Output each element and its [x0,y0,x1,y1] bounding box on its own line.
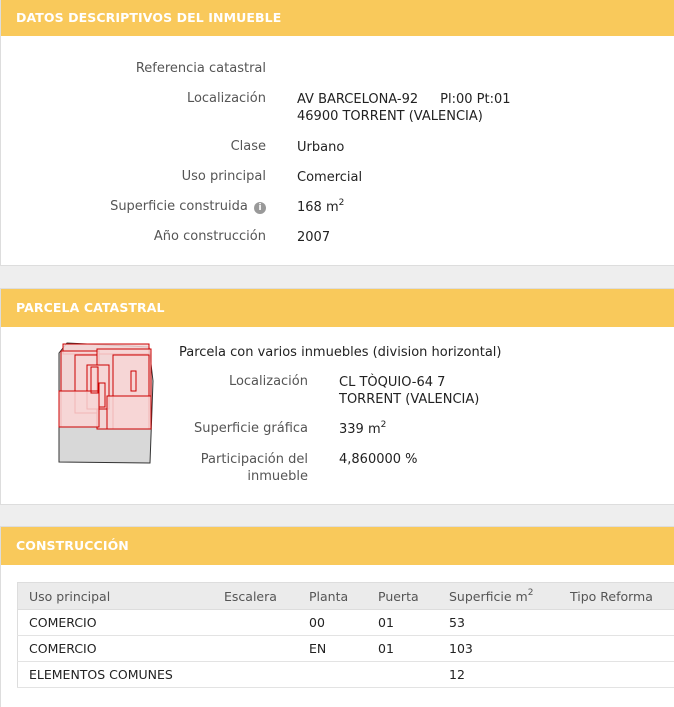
table-row [18,636,674,662]
cell-planta: EN [298,636,367,662]
uso-principal-value: Comercial [297,170,363,185]
cell-uso: COMERCIO [18,610,214,636]
cell-puerta: 01 [367,636,438,662]
col-superficie-text: Superficie m [449,588,528,604]
superficie-construida-text: Superficie construida [110,199,248,214]
superficie-grafica-label: Superficie gráfica [193,421,308,436]
parcel-unit [107,396,151,429]
participacion-label-line2: inmueble [247,469,308,484]
localizacion-line1: AV BARCELONA-92 [297,92,419,107]
anio-construccion-label: Año construcción [153,229,266,244]
unit-exponent: 2 [338,198,345,208]
unit-exponent: 2 [527,587,534,598]
participacion-value: 4,860000 % [339,452,418,467]
cell-puerta [367,662,438,688]
construccion-table [17,582,674,688]
col-uso-principal: Uso principal [18,583,214,610]
panel-parcela-catastral [0,288,674,505]
parcel-unit [59,391,99,427]
cell-tipo-reforma [559,662,674,688]
clase-label: Clase [230,139,266,154]
info-icon[interactable]: i [254,202,266,214]
localizacion-planta-puerta: Pl:00 Pt:01 [440,92,511,107]
col-puerta: Puerta [367,583,438,610]
panel-construccion [0,526,674,707]
col-planta: Planta [298,583,367,610]
cell-uso: COMERCIO [18,636,214,662]
panel-header: CONSTRUCCIÓN [1,527,674,565]
ref-catastral-label: Referencia catastral [135,61,266,76]
uso-principal-label: Uso principal [181,169,266,184]
table-row [18,610,674,636]
col-escalera: Escalera [213,583,298,610]
unit-exponent: 2 [380,420,387,430]
parcela-localizacion-value [339,374,479,408]
cell-escalera [213,610,298,636]
cell-puerta: 01 [367,610,438,636]
col-tipo-reforma: Tipo Reforma [559,583,674,610]
col-superficie [438,583,559,610]
cell-planta [298,662,367,688]
parcel-map-thumbnail[interactable] [57,341,154,465]
clase-value: Urbano [297,140,345,155]
panel-header: DATOS DESCRIPTIVOS DEL INMUEBLE [1,0,674,36]
superficie-construida-value [297,199,344,216]
parcela-localizacion-line2: TORRENT (VALENCIA) [339,392,480,407]
table-header-row [18,583,674,610]
parcela-localizacion-label: Localización [228,374,308,389]
participacion-label-line1: Participación del [200,452,308,467]
table-row [18,662,674,688]
cell-tipo-reforma [559,636,674,662]
cell-superficie: 53 [438,610,559,636]
superficie-grafica-value [339,421,386,438]
parcela-title: Parcela con varios inmuebles (division horizontal) [179,345,502,360]
localizacion-label: Localización [186,91,266,106]
cell-superficie: 103 [438,636,559,662]
cell-planta: 00 [298,610,367,636]
localizacion-line2: 46900 TORRENT (VALENCIA) [297,109,483,124]
cell-tipo-reforma [559,610,674,636]
cell-escalera [213,662,298,688]
cell-escalera [213,636,298,662]
anio-construccion-value: 2007 [297,230,331,245]
superficie-construida-number: 168 m [297,200,339,215]
superficie-grafica-number: 339 m [339,422,381,437]
parcela-localizacion-line1: CL TÒQUIO-64 7 [339,375,446,390]
cell-uso: ELEMENTOS COMUNES [18,662,214,688]
panel-header: PARCELA CATASTRAL [1,289,674,327]
participacion-label [201,451,308,485]
cell-superficie: 12 [438,662,559,688]
localizacion-value [297,91,511,125]
superficie-construida-label [110,199,266,214]
panel-datos-descriptivos [0,0,674,266]
